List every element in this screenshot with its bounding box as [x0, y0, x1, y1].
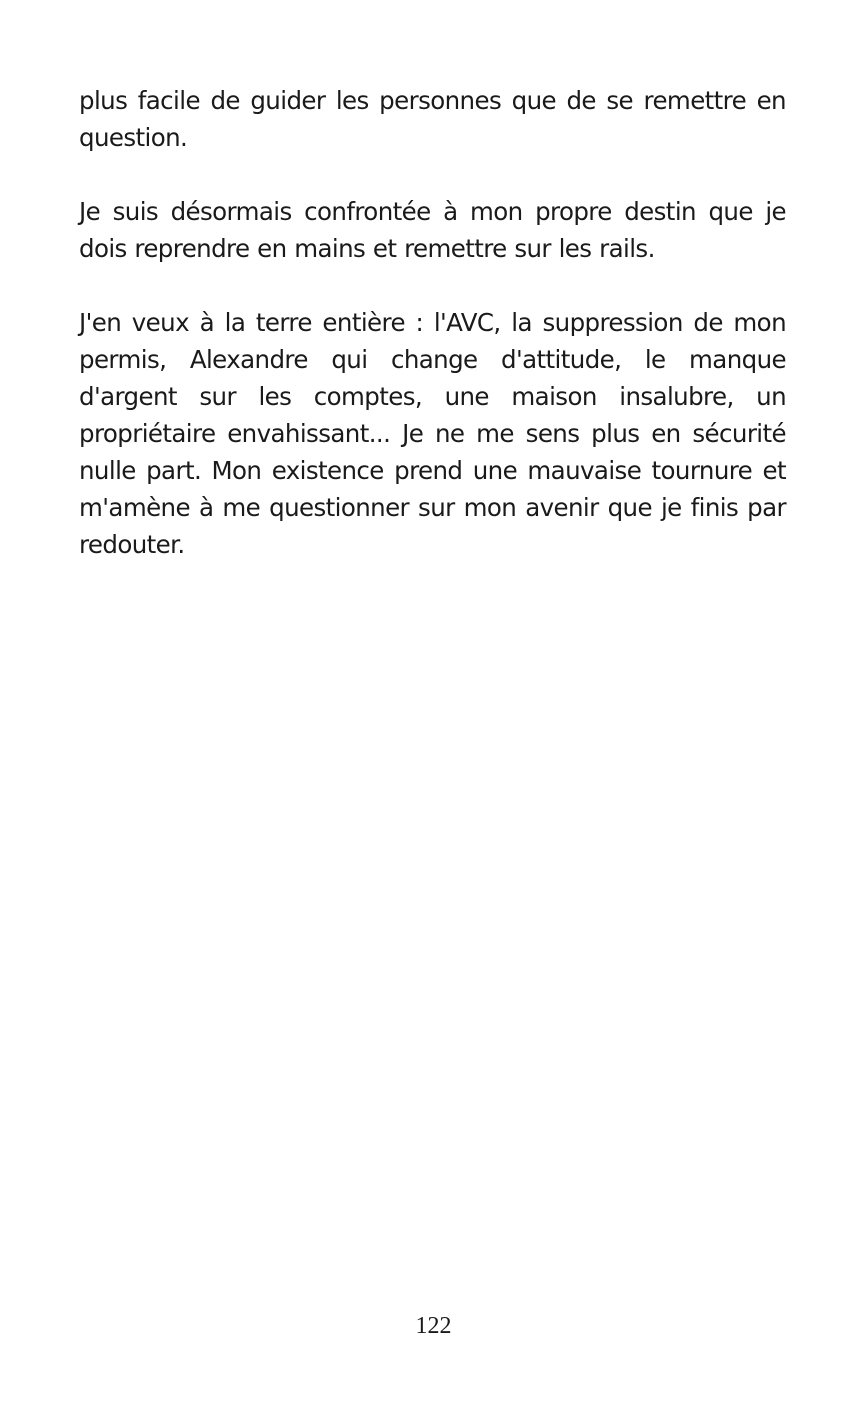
page-number: 122 [415, 1313, 452, 1339]
paragraph: plus facile de guider les personnes que de se remettre en question. [79, 86, 786, 152]
paragraph: Je suis désormais confrontée à mon propre destin que je dois reprendre en mains et remettre sur les rails. [79, 197, 786, 263]
body-text [79, 82, 786, 563]
paragraph: J'en veux à la terre entière : l'AVC, la suppression de mon permis, Alexandre qui change d'attitude, le manque d'argent sur les comptes, une maison insalubre, un propriétaire envahissant... Je ne me sens plus en sécurité nulle part. Mon existence prend une mauvaise tournure et m'amène à me questionner sur mon avenir que je finis par redouter. [79, 308, 786, 559]
